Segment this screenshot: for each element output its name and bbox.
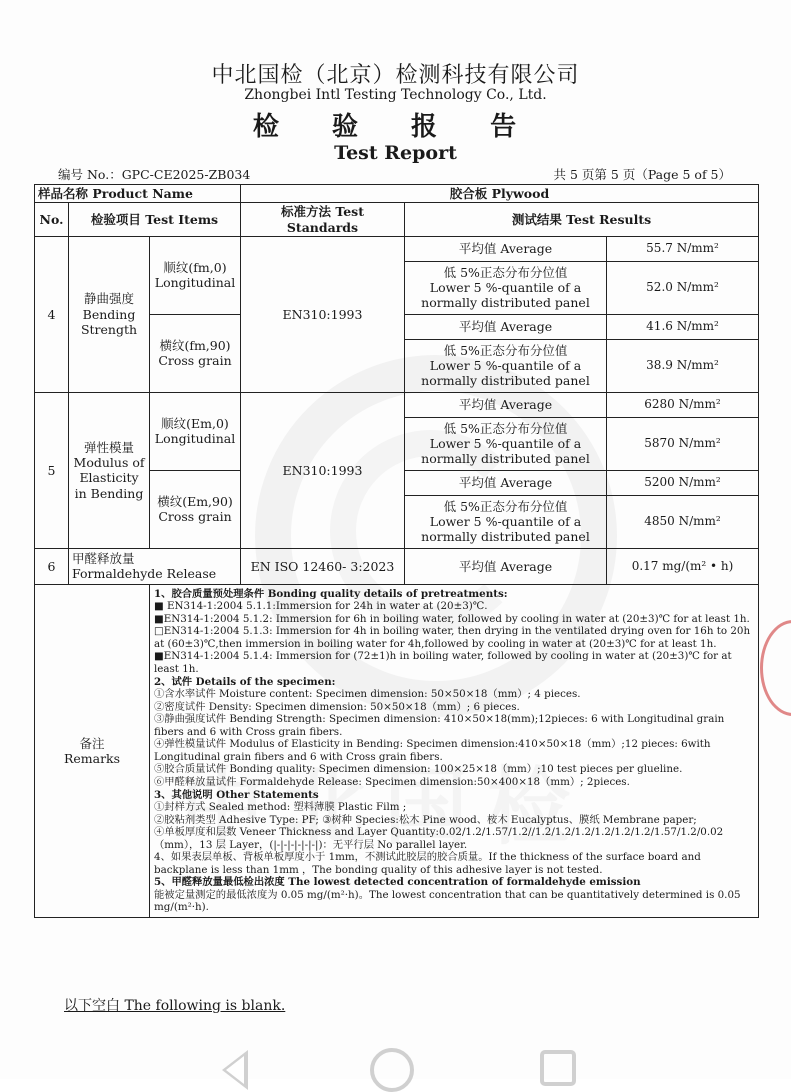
report-title-en: Test Report	[334, 142, 457, 164]
row-number: 5	[35, 392, 69, 548]
result-label: 平均值 Average	[405, 548, 607, 584]
remarks-line: ①封样方式 Sealed method: 塑料薄膜 Plastic Film ;	[154, 801, 407, 814]
recent-apps-icon[interactable]	[540, 1050, 576, 1086]
test-item	[69, 548, 241, 584]
test-standard: EN310:1993	[241, 236, 405, 392]
page-info: 共 5 页第 5 页（Page 5 of 5）	[553, 167, 731, 182]
quantile-label-en: normally distributed panel	[421, 295, 590, 311]
quantile-label-en: Lower 5 %-quantile of a	[429, 280, 582, 296]
row-number: 4	[35, 236, 69, 392]
test-item-en: Formaldehyde Release	[72, 566, 217, 582]
remarks-line: □EN314-1:2004 5.1.3: Immersion for 4h in boiling water, then drying in the ventilated drying oven for 16h to 20h at (60±3)℃,then immersion in boiling water for 4h,followed by cooling in water at (20±3)℃ for at least 1h.	[154, 625, 751, 650]
remarks-content	[150, 584, 759, 917]
result-label	[405, 495, 607, 548]
test-item	[69, 392, 150, 548]
result-label: 平均值 Average	[405, 236, 607, 261]
result-label: 平均值 Average	[405, 392, 607, 417]
remarks-line: 3、其他说明 Other Statements	[154, 788, 319, 801]
test-item-en: Elasticity	[79, 470, 139, 486]
result-label: 平均值 Average	[405, 470, 607, 495]
result-value: 55.7 N/mm²	[607, 236, 759, 261]
test-item-cn: 甲醛释放量	[72, 551, 135, 566]
report-title-cn: 检 验 报 告	[252, 112, 539, 142]
remarks-line: ①含水率试件 Moisture content: Specimen dimension: 50×50×18（mm）; 4 pieces.	[154, 688, 581, 701]
remarks-line: 4、如果表层单板、背板单板厚度小于 1mm，不测试此胶层的胶合质量。If the thickness of the surface board and backplane is less than 1mm ，The bonding quality of this adhesive layer is not tested.	[154, 851, 701, 876]
test-item	[69, 236, 150, 392]
remarks-line: ③静曲强度试件 Bending Strength: Specimen dimension: 410×50×18(mm);12pieces: 6 with Longitudinal grain fibers and 6 with Cross grain fibers.	[154, 713, 725, 738]
system-nav-bar	[0, 1040, 791, 1079]
test-standard: EN310:1993	[241, 392, 405, 548]
quantile-label-en: normally distributed panel	[421, 373, 590, 389]
quantile-label-en: Lower 5 %-quantile of a	[429, 358, 582, 374]
remarks-line: ②密度试件 Density: Specimen dimension: 50×50×18（mm）; 6 pieces.	[154, 700, 520, 713]
seal-stamp	[760, 620, 791, 716]
table-header-row	[35, 203, 759, 237]
remarks-line: ■EN314-1:2004 5.1.2: Immersion for 6h in boiling water, followed by cooling in water at (20±3)℃ for at least 1h.	[154, 612, 750, 625]
quantile-label-cn: 低 5%正态分布分位值	[443, 498, 568, 514]
test-item-cn: 弹性模量	[83, 439, 134, 455]
back-icon[interactable]	[222, 1050, 248, 1090]
sub-item-cn: 顺纹(fm,0)	[163, 260, 227, 275]
result-value: 52.0 N/mm²	[607, 261, 759, 314]
col-no: No.	[35, 203, 69, 237]
sub-item	[150, 314, 241, 392]
remarks-line: ④弹性模量试件 Modulus of Elasticity in Bending: Specimen dimension:410×50×18（mm）;12 pieces: 6with Longitudinal grain fibers and 6 with Cross grain fibers.	[154, 738, 711, 763]
result-label: 平均值 Average	[405, 314, 607, 339]
table-row	[35, 392, 759, 417]
result-value: 41.6 N/mm²	[607, 314, 759, 339]
col-test-results: 测试结果 Test Results	[405, 203, 759, 237]
remarks-line: 1、胶合质量预处理条件 Bonding quality details of pretreatments:	[154, 587, 508, 600]
row-number: 6	[35, 548, 69, 584]
result-value: 4850 N/mm²	[607, 495, 759, 548]
product-row	[35, 185, 759, 203]
quantile-label-cn: 低 5%正态分布分位值	[443, 420, 568, 436]
remarks-line: ④单板厚度和层数 Veneer Thickness and Layer Quantity:0.02/1.2/1.57/1.2//1.2/1.2/1.2/1.2/1.2/1.2/1.57/1.2/0.02（mm），13 层 Layer，(|-|-|-|-|-|-|)：无平行层 No parallel layer.	[154, 826, 724, 851]
sub-item-en: Longitudinal	[154, 431, 236, 447]
result-value: 6280 N/mm²	[607, 392, 759, 417]
product-label: 样品名称 Product Name	[35, 185, 241, 203]
sub-item	[150, 470, 241, 548]
remarks-label	[35, 584, 150, 917]
result-label	[405, 261, 607, 314]
home-icon[interactable]	[370, 1048, 414, 1092]
remarks-line: 5、甲醛释放量最低检出浓度 The lowest detected concentration of formaldehyde emission	[154, 876, 641, 889]
test-standard: EN ISO 12460- 3:2023	[241, 548, 405, 584]
quantile-label-cn: 低 5%正态分布分位值	[443, 264, 568, 280]
remarks-line: ⑤胶合质量试件 Bonding quality: Specimen dimension: 100×25×18（mm）;10 test pieces per glueline.	[154, 763, 683, 776]
remarks-line: ⑥甲醛释放量试件 Formaldehyde Release: Specimen dimension:50×400×18（mm）; 2pieces.	[154, 775, 630, 788]
remarks-label-en: Remarks	[63, 750, 121, 766]
quantile-label-en: normally distributed panel	[421, 451, 590, 467]
remarks-label-cn: 备注	[79, 735, 105, 751]
result-value: 5200 N/mm²	[607, 470, 759, 495]
result-value: 5870 N/mm²	[607, 417, 759, 470]
test-item-en: Bending	[82, 306, 136, 322]
quantile-label-en: Lower 5 %-quantile of a	[429, 514, 582, 530]
sub-item-en: Longitudinal	[154, 275, 236, 291]
quantile-label-en: Lower 5 %-quantile of a	[429, 436, 582, 452]
sub-item	[150, 392, 241, 470]
quantile-label-en: normally distributed panel	[421, 529, 590, 545]
company-name-cn: 中北国检（北京）检测科技有限公司	[211, 63, 580, 88]
table-row	[35, 548, 759, 584]
test-item-en: in Bending	[74, 485, 144, 501]
table-row	[35, 236, 759, 261]
remarks-row	[35, 584, 759, 917]
report-number: 编号 No.：GPC-CE2025-ZB034	[58, 167, 251, 182]
sub-item-cn: 横纹(fm,90)	[159, 338, 231, 353]
remarks-line: ■ EN314-1:2004 5.1.1:Immersion for 24h in water at (20±3)℃.	[154, 600, 488, 613]
test-item-en: Strength	[80, 321, 138, 337]
remarks-line: 2、试件 Details of the specimen:	[154, 675, 336, 688]
remarks-line: ②胶粘剂类型 Adhesive Type: PF; ③树种 Species:松木 Pine wood、桉木 Eucalyptus、膜纸 Membrane paper;	[154, 813, 697, 826]
sub-item-en: Cross grain	[158, 353, 232, 369]
test-item-en: Modulus of	[73, 455, 145, 470]
result-value: 38.9 N/mm²	[607, 339, 759, 392]
col-test-items: 检验项目 Test Items	[69, 203, 241, 237]
sub-item	[150, 236, 241, 314]
sub-item-en: Cross grain	[158, 509, 232, 525]
test-item-cn: 静曲强度	[83, 291, 134, 307]
quantile-label-cn: 低 5%正态分布分位值	[443, 342, 568, 358]
company-name-en: Zhongbei Intl Testing Technology Co., Ltd.	[244, 87, 547, 103]
col-test-standards: 标准方法 Test Standards	[241, 203, 405, 237]
result-label	[405, 417, 607, 470]
sub-item-cn: 横纹(Em,90)	[157, 494, 233, 509]
results-table	[34, 184, 759, 918]
remarks-line: ■EN314-1:2004 5.1.4: Immersion for (72±1)h in boiling water, followed by cooling in water at (20±3)℃ for at least 1h.	[154, 650, 732, 676]
product-value: 胶合板 Plywood	[241, 185, 759, 203]
sub-item-cn: 顺纹(Em,0)	[161, 416, 229, 431]
blank-notice: 以下空白 The following is blank.	[64, 998, 286, 1014]
result-value: 0.17 mg/(m² • h)	[607, 548, 759, 584]
result-label	[405, 339, 607, 392]
remarks-line: 能被定量测定的最低浓度为 0.05 mg/(m²·h)。The lowest concentration that can be quantitatively determined is 0.05 mg/(m²·h).	[154, 888, 741, 914]
